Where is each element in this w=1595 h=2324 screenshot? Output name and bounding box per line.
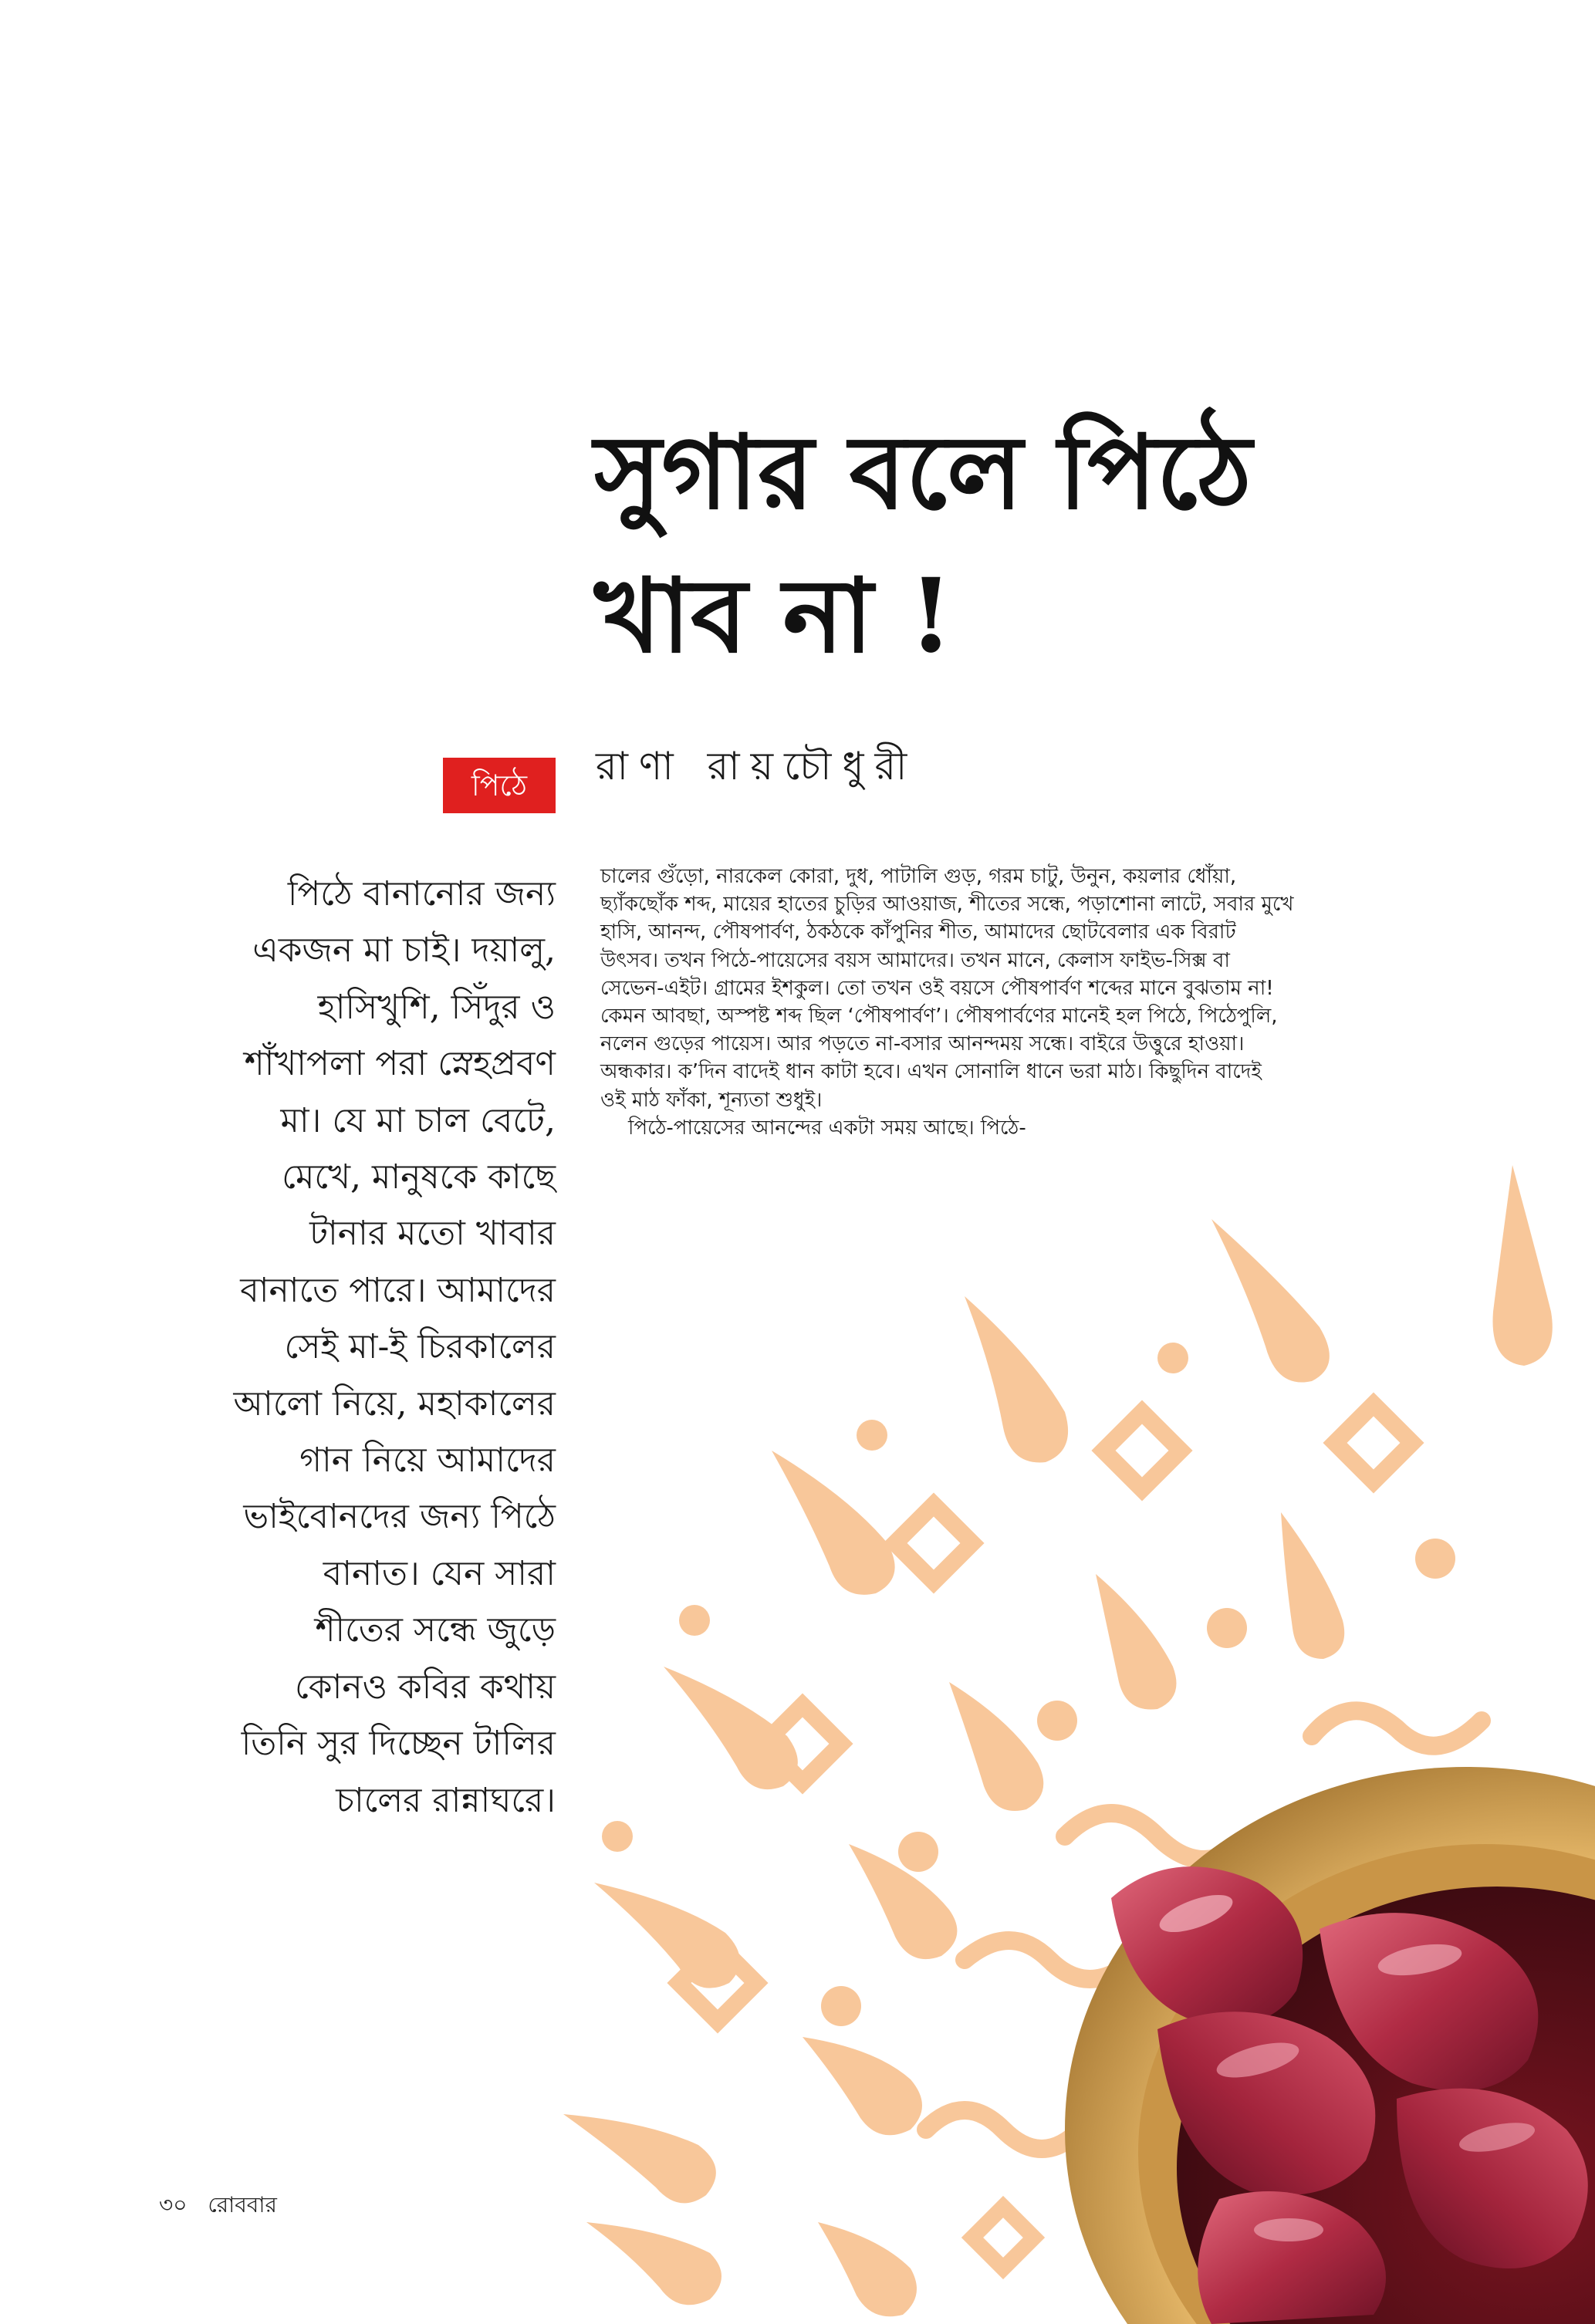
body-line: ছ্যাঁকছোঁক শব্দ, মায়ের হাতের চুড়ির আওয়াজ, শীতের সন্ধে, পড়াশোনা লাটে, সবার মুখে	[600, 893, 1294, 917]
magazine-name: রোববার	[208, 2192, 277, 2218]
pull-quote-line: তিনি সুর দিচ্ছেন টালির	[241, 1724, 556, 1764]
pull-quote-line: চালের রান্নাঘরে।	[336, 1780, 556, 1820]
article-body	[600, 863, 1457, 1142]
body-line: অন্ধকার। ক’দিন বাদেই ধান কাটা হবে। এখন সোনালি ধানে ভরা মাঠ। কিছুদিন বাদেই	[600, 1060, 1262, 1084]
page-footer	[159, 2188, 277, 2224]
pull-quote-line: টানার মতো খাবার	[309, 1214, 556, 1254]
body-line: নলেন গুড়ের পায়েস। আর পড়তে না-বসার আনন্দময় সন্ধে। বাইরে উত্তুরে হাওয়া।	[600, 1032, 1245, 1056]
pull-quote-line: মা। যে মা চাল বেটে,	[280, 1100, 556, 1140]
pull-quote-line: বানাতে পারে। আমাদের	[240, 1270, 556, 1310]
article-title	[594, 401, 1505, 688]
body-line: চালের গুঁড়ো, নারকেল কোরা, দুধ, পাটালি গুড়, গরম চাটু, উনুন, কয়লার ধোঁয়া,	[600, 865, 1237, 888]
pull-quote-line: মেখে, মানুষকে কাছে	[282, 1157, 556, 1197]
body-line: ওই মাঠ ফাঁকা, শূন্যতা শুধুই।	[600, 1088, 823, 1112]
pull-quote-line: গান নিয়ে আমাদের	[299, 1441, 556, 1481]
pull-quote-line: একজন মা চাই। দয়ালু,	[252, 931, 556, 971]
pull-quote-line: শাঁখাপলা পরা স্নেহপ্রবণ	[244, 1044, 556, 1084]
pull-quote-line: আলো নিয়ে, মহাকালের	[233, 1383, 556, 1424]
article-title-line-2: খাব না !	[594, 556, 954, 676]
pithe-bowl-photo	[1065, 1697, 1595, 2324]
pull-quote-line: হাসিখুশি, সিঁদুর ও	[317, 987, 556, 1027]
article-title-line-1: সুগার বলে পিঠে	[594, 413, 1252, 532]
pull-quote-line: পিঠে বানানোর জন্য	[287, 874, 556, 914]
page-number: ৩০	[159, 2192, 188, 2218]
pull-quote-line: শীতের সন্ধে জুড়ে	[315, 1610, 556, 1650]
pull-quote	[116, 866, 556, 1829]
body-line: হাসি, আনন্দ, পৌষপার্বণ, ঠকঠকে কাঁপুনির শীত, আমাদের ছোটবেলার এক বিরাট	[600, 920, 1236, 944]
body-line: পিঠে-পায়েসের আনন্দের একটা সময় আছে। পিঠে-	[628, 1116, 1026, 1140]
pull-quote-line: বানাত। যেন সারা	[323, 1553, 556, 1593]
pull-quote-line: সেই মা-ই চিরকালের	[284, 1327, 556, 1367]
body-line: কেমন আবছা, অস্পষ্ট শব্দ ছিল ‘পৌষপার্বণ’। পৌষপার্বণের মানেই হল পিঠে, পিঠেপুলি,	[600, 1005, 1278, 1029]
pull-quote-line: কোনও কবির কথায়	[294, 1667, 556, 1707]
author-name: রাণা রায়চৌধুরী	[596, 744, 918, 789]
body-paragraph-1	[600, 863, 1457, 1114]
pull-quote-line: ভাইবোনদের জন্য পিঠে	[243, 1497, 556, 1537]
body-line: সেভেন-এইট। গ্রামের ইশকুল। তো তখন ওই বয়সে পৌষপার্বণ শব্দের মানে বুঝতাম না!	[600, 976, 1274, 1000]
body-line: উৎসব। তখন পিঠে-পায়েসের বয়স আমাদের। তখন মানে, কেলাস ফাইভ-সিক্স বা	[600, 948, 1230, 972]
section-tag: পিঠে	[443, 758, 556, 813]
body-paragraph-2	[600, 1114, 1457, 1142]
